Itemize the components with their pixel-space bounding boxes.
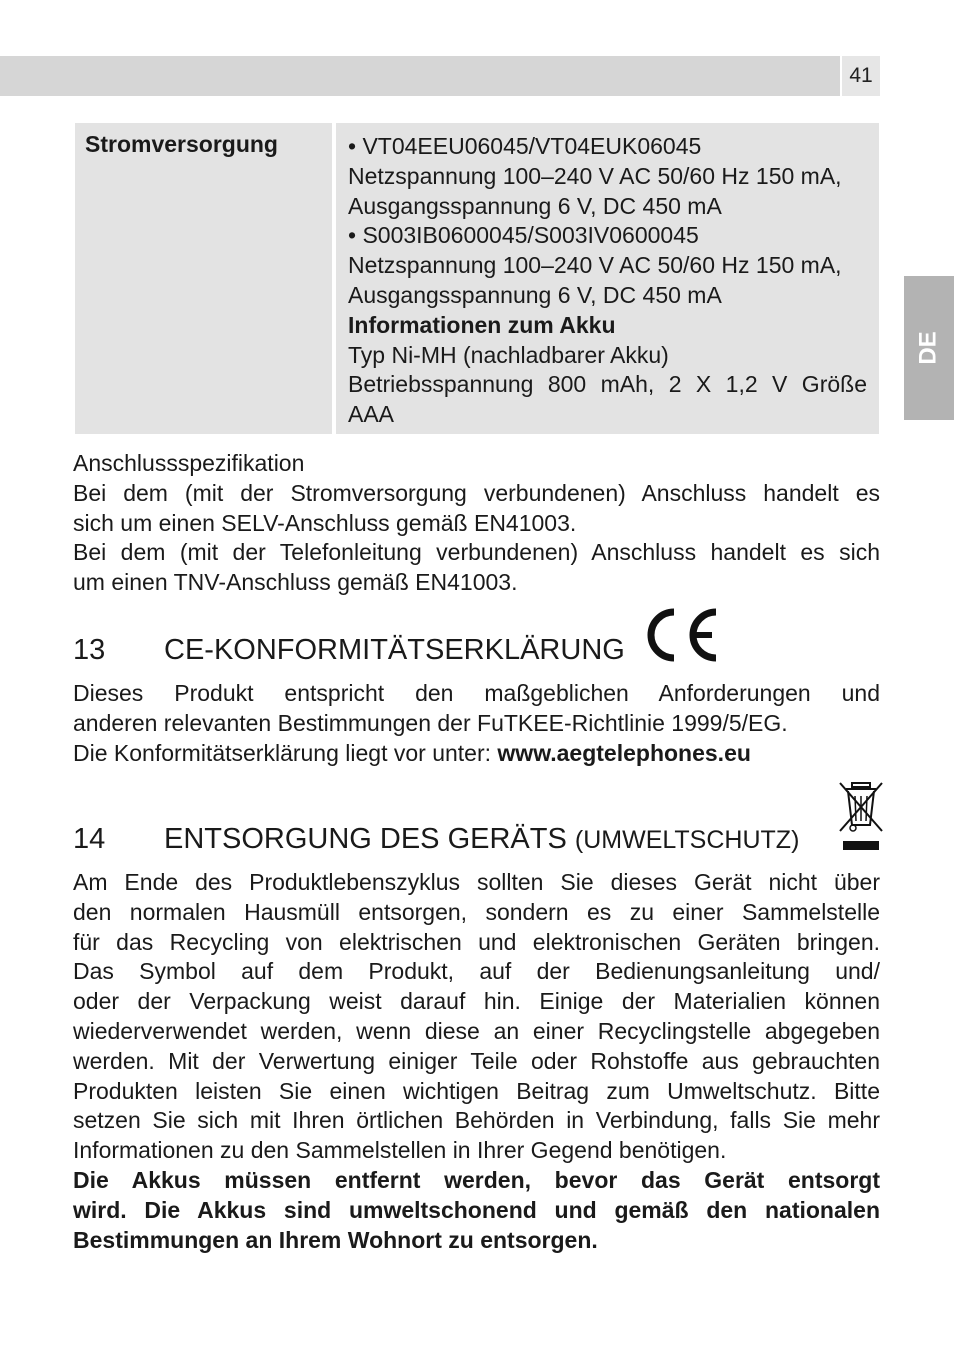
spec-value [336,123,879,434]
spec-line: Ausgangsspannung 6 V, DC 450 mA [348,192,722,219]
paragraph-line: werden. Mit der Verwertung einiger Teile oder Rohstoffe aus gebrauchten [73,1047,880,1074]
paragraph-line: setzen Sie sich mit Ihren örtlichen Behörden in Verbindung, falls Sie mehr [73,1107,880,1134]
paragraph-line: Anschlussspezifikation [73,450,305,476]
crossed-out-bin-icon [838,781,884,855]
spec-line: AAA [348,401,395,428]
spec-table [75,123,879,434]
spec-line: Betriebsspannung 800 mAh, 2 X 1,2 V Größe [348,371,867,398]
page-number: 41 [842,56,880,96]
section-14-heading [73,823,799,856]
spec-label: Stromversorgung [75,123,332,434]
paragraph-line: um einen TNV-Anschluss gemäß EN41003. [73,569,518,596]
spec-line: Ausgangsspannung 6 V, DC 450 mA [348,281,722,308]
paragraph-line: sich um einen SELV-Anschluss gemäß EN41003. [73,509,577,536]
section-title: CE-KONFORMITÄTSERKLÄRUNG [164,634,625,666]
spec-line: Netzspannung 100–240 V AC 50/60 Hz 150 mA, [348,252,842,279]
paragraph-line: Am Ende des Produktlebenszyklus sollten Sie dieses Gerät nicht über [73,869,880,895]
paragraph-line: Bei dem (mit der Stromversorgung verbundenen) Anschluss handelt es [73,479,880,506]
paragraph-line: oder der Verpackung weist darauf hin. Einige der Materialien können [73,988,880,1015]
paragraph-line: für das Recycling von elektrischen und elektronischen Geräten bringen. [73,928,880,955]
section-number: 13 [73,634,106,666]
spec-line: • VT04EEU06045/VT04EUK06045 [348,133,702,159]
paragraph-line: Dieses Produkt entspricht den maßgeblichen Anforderungen und [73,680,880,706]
section-title: ENTSORGUNG DES GERÄTS [164,823,567,855]
declaration-text: Die Konformitätserklärung liegt vor unter: [73,739,498,766]
ce-mark-icon [640,604,722,666]
paragraph-line: Bei dem (mit der Telefonleitung verbundenen) Anschluss handelt es sich [73,539,880,566]
paragraph-line: Produkten leisten Sie einen wichtigen Beitrag zum Umweltschutz. Bitte [73,1077,880,1104]
paragraph-line: Das Symbol auf dem Produkt, auf der Bedienungsanleitung und/ [73,958,880,985]
section-14-body [73,868,880,1255]
paragraph-line: Informationen zu den Sammelstellen in Ihrer Gegend benötigen. [73,1137,727,1164]
language-tab-label: DE [915,331,942,365]
website-link[interactable]: www.aegtelephones.eu [497,739,751,766]
section-13-heading [73,634,625,667]
declaration-line [73,739,880,769]
section-title-suffix: (UMWELTSCHUTZ) [574,826,800,854]
warning-line: wird. Die Akkus sind umweltschonend und gemäß den nationalen [73,1196,880,1223]
section-number: 14 [73,823,106,855]
paragraph-line: den normalen Hausmüll entsorgen, sondern es zu einer Sammelstelle [73,898,880,925]
header-bar [0,56,840,96]
spec-line: • S003IB0600045/S003IV0600045 [348,222,699,249]
warning-line: Die Akkus müssen entfernt werden, bevor das Gerät entsorgt [73,1166,880,1193]
language-tab [904,276,954,420]
paragraph-line: anderen relevanten Bestimmungen der FuTKEE-Richtlinie 1999/5/EG. [73,709,788,736]
paragraph-line: wiederverwendet werden, wenn diese an einer Recyclingstelle abgegeben [73,1017,880,1044]
warning-line: Bestimmungen an Ihrem Wohnort zu entsorgen. [73,1226,598,1253]
spec-line: Typ Ni-MH (nachladbarer Akku) [348,341,669,368]
spec-line: Netzspannung 100–240 V AC 50/60 Hz 150 mA, [348,162,842,189]
connection-paragraph [73,449,880,598]
spec-subheading: Informationen zum Akku [348,311,616,338]
section-13-body [73,679,880,768]
